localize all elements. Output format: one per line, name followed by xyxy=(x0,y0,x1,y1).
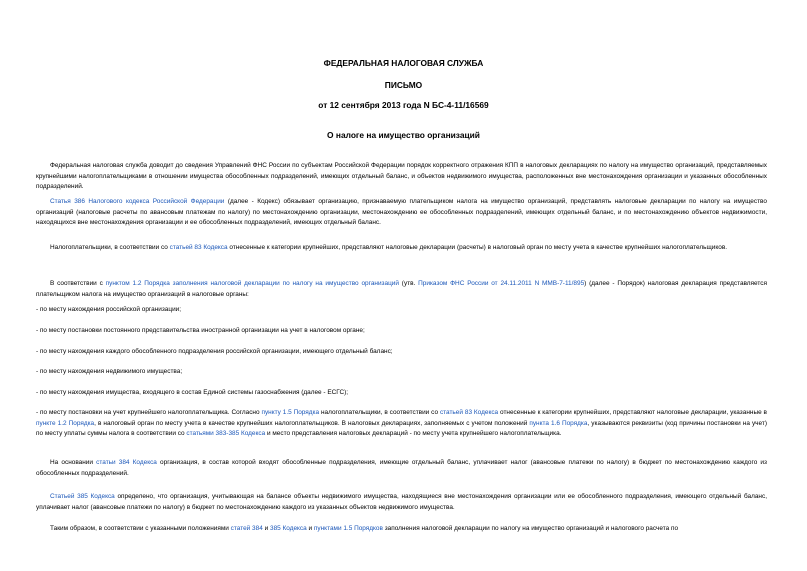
paragraph-text: Таким образом, в соответствии с указанными положениями xyxy=(50,525,231,532)
paragraph-text: Налогоплательщики, в соответствии со xyxy=(50,244,170,251)
paragraph-text: и xyxy=(262,525,270,532)
paragraph-text: ) (далее - Порядок) налоговая декларация представляется плательщиком налога на имущество организаций в налоговые органы: xyxy=(36,280,767,298)
list-item: - по месту нахождения каждого обособленного подразделения российской организации, имеющего отдельный баланс; xyxy=(36,348,393,355)
list-item: - по месту постановки постоянного представительства иностранной организации на учет в налоговом органе; xyxy=(36,327,365,334)
document-type: ПИСЬМО xyxy=(384,80,423,90)
paragraph-article-384 xyxy=(36,458,767,479)
paragraph-largest-taxpayers xyxy=(36,243,767,254)
paragraph-text: определено, что организация, учитывающая на балансе объекты недвижимого имущества, находящиеся вне местонахождения организации или ее обособленного подразделения, имеющего отдельный баланс, уплачивает налог (авансовые платежи по налогу) в бюджет по местонахождению каждого из указанных объектов недвижимого имущества. xyxy=(36,493,767,511)
link-order-fns[interactable]: Приказом ФНС России от 24.11.2011 N ММВ-7-11/895 xyxy=(418,280,585,287)
link-article-385[interactable]: 385 Кодекса xyxy=(269,525,307,532)
link-article-384[interactable]: статьи 384 Кодекса xyxy=(96,459,157,466)
link-procedure-1-2[interactable]: пункте 1.2 Порядка xyxy=(36,419,95,427)
paragraph-conclusion xyxy=(36,524,767,535)
paragraph-text: налогоплательщики, в соответствии со xyxy=(319,409,440,416)
list-item: - по месту нахождения российской организации; xyxy=(36,306,182,313)
paragraph-text: На основании xyxy=(50,459,97,466)
paragraph-intro: Федеральная налоговая служба доводит до сведения Управлений ФНС России по субъектам Российской Федерации порядок корректного отражения КПП в налоговых декларациях по налогу на имущество организаций, представляемых крупнейшими налогоплательщиками в отношении имущества обособленных подразделений, имеющих отдельный баланс, и объектов недвижимого имущества, расположенных вне местонахождения организации и указанных обособленных подразделений. xyxy=(36,162,767,191)
paragraph-text: и xyxy=(306,525,314,532)
paragraph-procedure xyxy=(36,279,767,300)
paragraph-text: (далее - Кодекс) обязывает организацию, признаваемую плательщиком налога на имущество организаций, представлять налоговые декларации по налогу на имущество организаций (налоговые расчеты по авансовым платежам по налогу) по местонахождению организации, местонахождению ее обособленных подразделений, имеющих отдельный баланс, и по местонахождению объектов недвижимости, находящихся вне местонахождения организации и ее обособленных подразделений, имеющих отдельный баланс. xyxy=(36,198,767,227)
paragraph-text: В соответствии с xyxy=(50,280,106,287)
paragraph-article-386 xyxy=(36,197,767,229)
paragraph-text: отнесенные к категории крупнейших, представляют налоговые декларации, указанные в xyxy=(498,409,767,416)
link-procedure-1-6[interactable]: пункта 1.6 Порядка xyxy=(529,419,588,427)
paragraph-text: и место представления налоговых деклараций - по месту учета крупнейшего налогоплательщика. xyxy=(265,430,562,438)
paragraph-text: - по месту постановки на учет крупнейшего налогоплательщика. Согласно xyxy=(36,409,262,416)
paragraph-largest-taxpayer-registration xyxy=(36,408,767,440)
paragraph-text: организация, в состав которой входят обособленные подразделения, имеющие отдельный баланс, уплачивает налог (авансовые платежи по налогу) в бюджет по местонахождению каждого из обособленных подразделений. xyxy=(36,459,767,477)
paragraph-text: заполнения налоговой декларации по налогу на имущество организаций и налогового расчета по xyxy=(382,525,679,532)
link-article-83[interactable]: статьей 83 Кодекса xyxy=(439,409,499,416)
paragraph-text: отнесенные к категории крупнейших, представляют налоговые декларации (расчеты) в налоговый орган по месту учета в качестве крупнейших налогоплательщиков. xyxy=(227,244,728,251)
link-articles-383-385[interactable]: статьями 383-385 Кодекса xyxy=(186,430,266,438)
link-article-385[interactable]: Статьей 385 Кодекса xyxy=(50,493,115,500)
link-procedures-1-5[interactable]: пунктами 1.5 Порядков xyxy=(313,525,383,532)
link-article-83[interactable]: статьей 83 Кодекса xyxy=(169,244,228,251)
link-article-386[interactable]: Статья 386 Налогового кодекса Российской Федерации xyxy=(50,198,225,205)
list-item: - по месту нахождения имущества, входящего в состав Единой системы газоснабжения (далее - ЕСГС); xyxy=(36,389,349,396)
paragraph-text: , в налоговый орган по месту учета в качестве крупнейших налогоплательщиков. В налоговых декларациях, заполняемых с учетом положений xyxy=(94,419,530,427)
document-date-number: от 12 сентября 2013 года N БС-4-11/16569 xyxy=(318,100,489,110)
agency-title: ФЕДЕРАЛЬНАЯ НАЛОГОВАЯ СЛУЖБА xyxy=(323,58,484,68)
paragraph-article-385 xyxy=(36,492,767,513)
list-item: - по месту нахождения недвижимого имущества; xyxy=(36,368,183,375)
paragraph-text: , указываются реквизиты (код причины постановки на учет) по месту уплаты суммы налога в соответствии со xyxy=(36,419,767,438)
document-subject: О налоге на имущество организаций xyxy=(327,130,480,140)
link-procedure-1-2[interactable]: пунктом 1.2 Порядка заполнения налоговой декларации по налогу на имущество организаций xyxy=(105,280,399,287)
link-procedure-1-5[interactable]: пункту 1.5 Порядка xyxy=(261,409,320,416)
paragraph-text: (утв. xyxy=(398,280,419,287)
link-article-384[interactable]: статей 384 xyxy=(230,525,263,532)
